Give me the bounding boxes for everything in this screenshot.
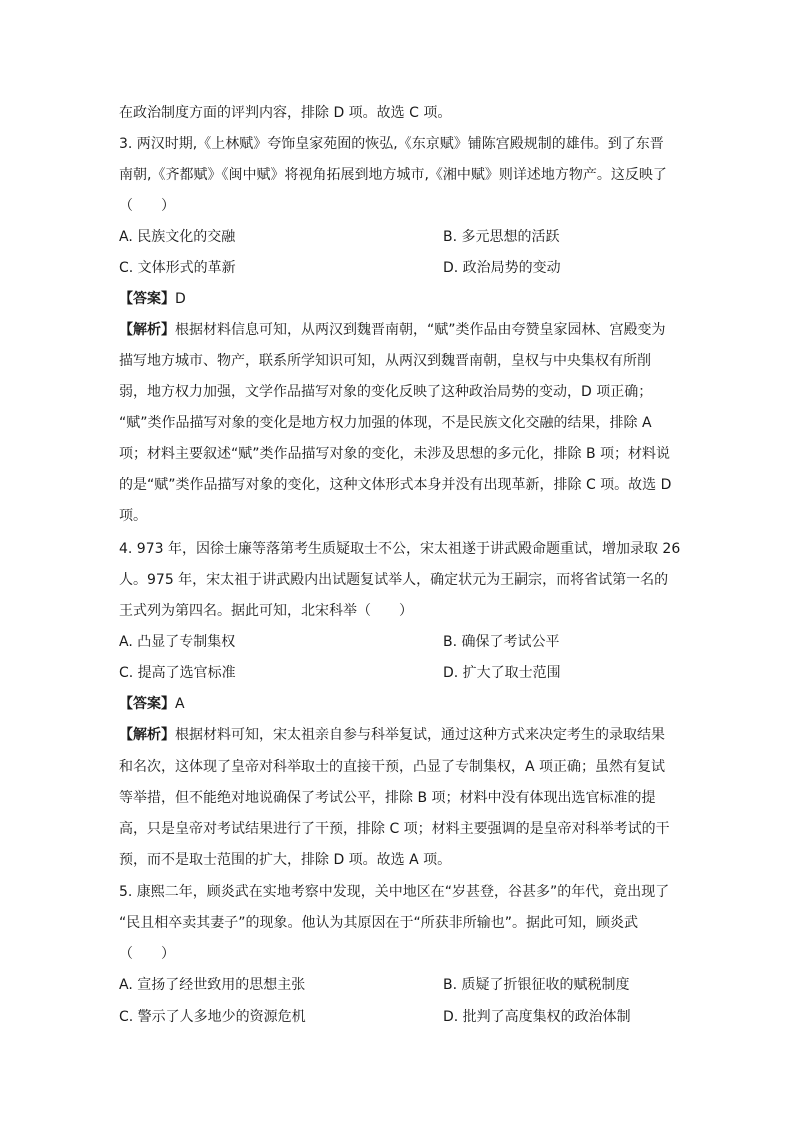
q5-option-c: C. 警示了人多地少的资源危机 [119,1009,306,1025]
answer-value: A [175,696,185,712]
q4-option-b: B. 确保了考试公平 [443,634,560,650]
analysis-text: 预，而不是取士范围的扩大，排除 D 项。故选 A 项。 [119,852,452,868]
text-line: 在政治制度方面的评判内容，排除 D 项。故选 C 项。 [119,105,452,121]
question-4-stem: 人。975 年，宋太祖于讲武殿内出试题复试举人，确定状元为王嗣宗，而将省试第一名的 [119,572,669,588]
q3-option-a: A. 民族文化的交融 [119,229,236,245]
analysis-tag: 【解析】 [119,727,175,743]
q3-analysis [119,320,666,340]
q3-option-d: D. 政治局势的变动 [443,260,561,276]
question-4-stem: 王式列为第四名。据此可知，北宋科举（ ） [119,603,413,619]
analysis-text: 描写地方城市、物产，联系所学知识可知，从两汉到魏晋南朝，皇权与中央集权有所削 [119,353,651,369]
analysis-text: 弱，地方权力加强，文学作品描写对象的变化反映了这种政治局势的变动，D 项正确； [119,384,653,400]
q4-option-d: D. 扩大了取士范围 [443,665,561,681]
q3-option-c: C. 文体形式的革新 [119,260,236,276]
q3-option-b: B. 多元思想的活跃 [443,229,560,245]
analysis-text: 和名次，这体现了皇帝对科举取士的直接干预，凸显了专制集权，A 项正确；虽然有复试 [119,759,666,775]
q5-option-d: D. 批判了高度集权的政治体制 [443,1009,631,1025]
q4-analysis [119,725,665,745]
question-3-stem: 南朝,《齐都赋》《闽中赋》将视角拓展到地方城市,《湘中赋》则详述地方物产。这反映了 [119,167,667,183]
analysis-text: 根据材料信息可知，从两汉到魏晋南朝，“赋”类作品由夸赞皇家园林、宫殿变为 [175,322,666,338]
q5-option-a: A. 宣扬了经世致用的思想主张 [119,977,306,993]
q5-option-b: B. 质疑了折银征收的赋税制度 [443,977,630,993]
answer-tag: 【答案】 [119,291,175,307]
analysis-text: 的是“赋”类作品描写对象的变化，这种文体形式本身并没有出现革新，排除 C 项。故选 D [119,477,672,493]
analysis-text: 等举措，但不能绝对地说确保了考试公平，排除 B 项；材料中没有体现出选官标准的提 [119,790,656,806]
analysis-text: “赋”类作品描写对象的变化是地方权力加强的体现，不是民族文化交融的结果，排除 A [119,415,652,431]
answer-tag: 【答案】 [119,696,175,712]
q4-option-a: A. 凸显了专制集权 [119,634,236,650]
question-4-stem: 4. 973 年，因徐士廉等落第考生质疑取士不公，宋太祖遂于讲武殿命题重试，增加录取 26 [119,541,681,557]
answer-value: D [175,291,186,307]
analysis-text: 高，只是皇帝对考试结果进行了干预，排除 C 项；材料主要强调的是皇帝对科举考试的干 [119,821,670,837]
q4-answer [119,694,185,714]
question-3-blank: （ ） [119,198,175,214]
analysis-text: 根据材料可知，宋太祖亲自参与科举复试，通过这种方式来决定考生的录取结果 [175,727,665,743]
analysis-text: 项。 [119,508,147,524]
q3-answer [119,289,186,309]
analysis-text: 项；材料主要叙述“赋”类作品描写对象的变化，未涉及思想的多元化，排除 B 项；材料说 [119,446,671,462]
analysis-tag: 【解析】 [119,322,175,338]
q4-option-c: C. 提高了选官标准 [119,665,236,681]
question-5-blank: （ ） [119,946,175,962]
question-5-stem: “民且相卒卖其妻子”的现象。他认为其原因在于“所获非所输也”。据此可知，顾炎武 [119,915,639,931]
question-5-stem: 5. 康熙二年，顾炎武在实地考察中发现，关中地区在“岁甚登，谷甚多”的年代，竟出现了 [119,884,670,900]
question-3-stem: 3. 两汉时期,《上林赋》夸饰皇家苑囿的恢弘,《东京赋》铺陈宫殿规制的雄伟。到了东晋 [119,136,664,152]
